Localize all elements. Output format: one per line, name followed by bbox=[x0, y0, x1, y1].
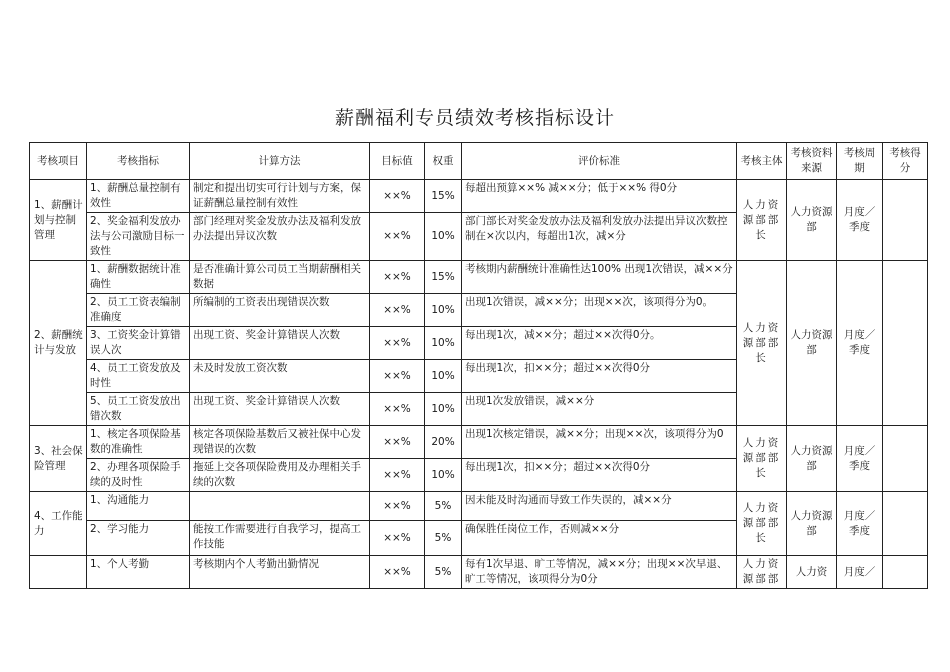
category-cell bbox=[30, 556, 87, 589]
weight-cell: 10% bbox=[425, 360, 462, 393]
score-cell bbox=[883, 556, 928, 589]
page-title: 薪酬福利专员绩效考核指标设计 bbox=[334, 107, 615, 129]
weight-cell: 5% bbox=[425, 556, 462, 589]
period-cell: 月度／季度 bbox=[837, 426, 883, 492]
weight-cell: 10% bbox=[425, 213, 462, 261]
criteria-cell: 确保胜任岗位工作，否则减××分 bbox=[462, 521, 737, 556]
indicator-cell: 4、员工工资发放及时性 bbox=[87, 360, 190, 393]
source-cell: 人力资 bbox=[787, 556, 837, 589]
weight-cell: 5% bbox=[425, 492, 462, 521]
header-score: 考核得分 bbox=[883, 143, 928, 180]
criteria-cell: 每超出预算××% 减××分；低于××% 得0分 bbox=[462, 180, 737, 213]
subject-cell: 人力资源部部长 bbox=[737, 492, 787, 556]
weight-cell: 10% bbox=[425, 294, 462, 327]
target-cell: ××% bbox=[370, 213, 425, 261]
criteria-cell: 出现1次错误，减××分；出现××次，该项得分为0。 bbox=[462, 294, 737, 327]
target-cell: ××% bbox=[370, 459, 425, 492]
method-cell bbox=[190, 492, 370, 521]
method-cell: 未及时发放工资次数 bbox=[190, 360, 370, 393]
indicator-cell: 1、核定各项保险基数的准确性 bbox=[87, 426, 190, 459]
period-cell: 月度／季度 bbox=[837, 180, 883, 261]
header-criteria: 评价标准 bbox=[462, 143, 737, 180]
target-cell: ××% bbox=[370, 261, 425, 294]
subject-cell: 人力资源部部长 bbox=[737, 261, 787, 426]
indicator-cell: 2、员工工资表编制准确度 bbox=[87, 294, 190, 327]
period-cell: 月度／季度 bbox=[837, 492, 883, 556]
weight-cell: 20% bbox=[425, 426, 462, 459]
method-cell: 制定和提出切实可行计划与方案，保证薪酬总量控制有效性 bbox=[190, 180, 370, 213]
weight-cell: 10% bbox=[425, 393, 462, 426]
method-cell: 核定各项保险基数后又被社保中心发现错误的次数 bbox=[190, 426, 370, 459]
category-cell: 2、薪酬统计与发放 bbox=[30, 261, 87, 426]
criteria-cell: 出现1次核定错误，减××分；出现××次，该项得分为0 bbox=[462, 426, 737, 459]
period-cell: 月度／季度 bbox=[837, 261, 883, 426]
method-cell: 能按工作需要进行自我学习，提高工作技能 bbox=[190, 521, 370, 556]
indicator-cell: 1、沟通能力 bbox=[87, 492, 190, 521]
method-cell: 拖延上交各项保险费用及办理相关手续的次数 bbox=[190, 459, 370, 492]
weight-cell: 5% bbox=[425, 521, 462, 556]
indicator-cell: 2、奖金福利发放办法与公司激励目标一致性 bbox=[87, 213, 190, 261]
weight-cell: 10% bbox=[425, 459, 462, 492]
category-cell: 3、社会保险管理 bbox=[30, 426, 87, 492]
period-cell: 月度／ bbox=[837, 556, 883, 589]
table-row bbox=[30, 261, 928, 294]
source-cell: 人力资源部 bbox=[787, 492, 837, 556]
header-target: 目标值 bbox=[370, 143, 425, 180]
table-row bbox=[30, 492, 928, 521]
header-item: 考核项目 bbox=[30, 143, 87, 180]
criteria-cell: 考核期内薪酬统计准确性达100% 出现1次错误，减××分 bbox=[462, 261, 737, 294]
indicator-cell: 5、员工工资发放出错次数 bbox=[87, 393, 190, 426]
category-cell: 4、工作能力 bbox=[30, 492, 87, 556]
table-row bbox=[30, 426, 928, 459]
criteria-cell: 每出现1次，扣××分；超过××次得0分 bbox=[462, 360, 737, 393]
subject-cell: 人力资源部部长 bbox=[737, 180, 787, 261]
header-source: 考核资料来源 bbox=[787, 143, 837, 180]
source-cell: 人力资源部 bbox=[787, 261, 837, 426]
subject-cell: 人力资源部部 bbox=[737, 556, 787, 589]
indicator-cell: 2、办理各项保险手续的及时性 bbox=[87, 459, 190, 492]
indicator-cell: 1、薪酬数据统计准确性 bbox=[87, 261, 190, 294]
target-cell: ××% bbox=[370, 556, 425, 589]
indicator-cell: 1、薪酬总量控制有效性 bbox=[87, 180, 190, 213]
target-cell: ××% bbox=[370, 180, 425, 213]
criteria-cell: 每有1次早退、旷工等情况，减××分；出现××次早退、旷工等情况，该项得分为0分 bbox=[462, 556, 737, 589]
subject-cell: 人力资源部部长 bbox=[737, 426, 787, 492]
target-cell: ××% bbox=[370, 327, 425, 360]
header-row bbox=[30, 143, 928, 180]
indicator-cell: 1、个人考勤 bbox=[87, 556, 190, 589]
indicator-cell: 2、学习能力 bbox=[87, 521, 190, 556]
category-cell: 1、薪酬计划与控制管理 bbox=[30, 180, 87, 261]
criteria-cell: 出现1次发放错误，减××分 bbox=[462, 393, 737, 426]
target-cell: ××% bbox=[370, 521, 425, 556]
source-cell: 人力资源部 bbox=[787, 426, 837, 492]
header-indicator: 考核指标 bbox=[87, 143, 190, 180]
method-cell: 考核期内个人考勤出勤情况 bbox=[190, 556, 370, 589]
weight-cell: 15% bbox=[425, 180, 462, 213]
target-cell: ××% bbox=[370, 492, 425, 521]
indicator-cell: 3、工资奖金计算错误人次 bbox=[87, 327, 190, 360]
method-cell: 部门经理对奖金发放办法及福利发放办法提出异议次数 bbox=[190, 213, 370, 261]
criteria-cell: 每出现1次，扣××分；超过××次得0分 bbox=[462, 459, 737, 492]
score-cell bbox=[883, 492, 928, 556]
target-cell: ××% bbox=[370, 426, 425, 459]
criteria-cell: 因未能及时沟通而导致工作失误的，减××分 bbox=[462, 492, 737, 521]
score-cell bbox=[883, 180, 928, 261]
table-row bbox=[30, 556, 928, 589]
method-cell: 所编制的工资表出现错误次数 bbox=[190, 294, 370, 327]
target-cell: ××% bbox=[370, 360, 425, 393]
weight-cell: 15% bbox=[425, 261, 462, 294]
weight-cell: 10% bbox=[425, 327, 462, 360]
criteria-cell: 每出现1次，减××分；超过××次得0分。 bbox=[462, 327, 737, 360]
header-weight: 权重 bbox=[425, 143, 462, 180]
kpi-table bbox=[29, 142, 928, 589]
method-cell: 出现工资、奖金计算错误人次数 bbox=[190, 327, 370, 360]
header-period: 考核周期 bbox=[837, 143, 883, 180]
source-cell: 人力资源部 bbox=[787, 180, 837, 261]
criteria-cell: 部门部长对奖金发放办法及福利发放办法提出异议次数控制在×次以内，每超出1次，减×分 bbox=[462, 213, 737, 261]
score-cell bbox=[883, 426, 928, 492]
table-row bbox=[30, 180, 928, 213]
header-subject: 考核主体 bbox=[737, 143, 787, 180]
header-method: 计算方法 bbox=[190, 143, 370, 180]
target-cell: ××% bbox=[370, 294, 425, 327]
score-cell bbox=[883, 261, 928, 426]
method-cell: 是否准确计算公司员工当期薪酬相关数据 bbox=[190, 261, 370, 294]
method-cell: 出现工资、奖金计算错误人次数 bbox=[190, 393, 370, 426]
target-cell: ××% bbox=[370, 393, 425, 426]
